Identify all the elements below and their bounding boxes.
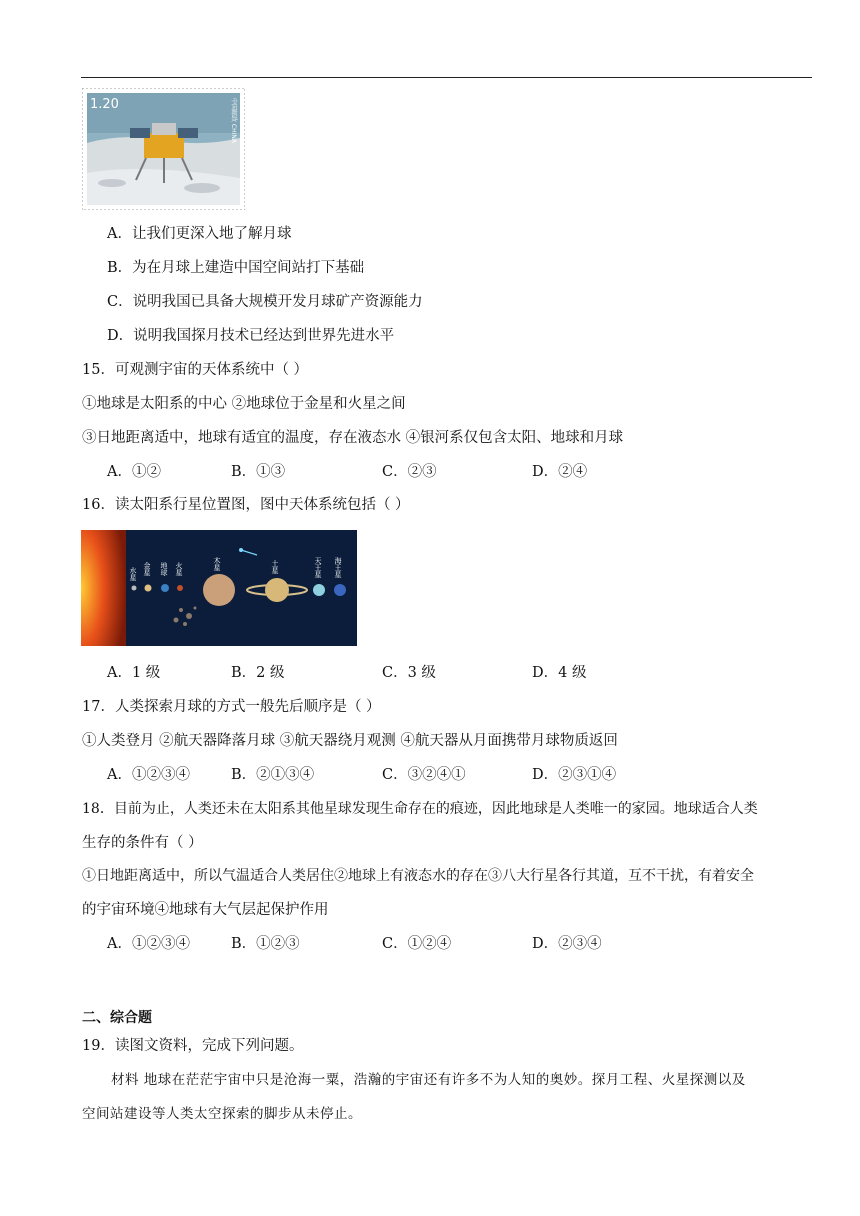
q18-option-c: C．①②④ (382, 936, 452, 952)
label-earth: 地球 (160, 562, 168, 576)
q17-option-a: A．①②③④ (107, 767, 190, 783)
lunar-lander-stamp-image (82, 88, 245, 210)
q17-stem: 17．人类探索月球的方式一般先后顺序是（ ） (82, 699, 381, 715)
q15-statement-2: ③日地距离适中，地球有适宜的温度，存在液态水 ④银河系仅包含太阳、地球和月球 (82, 430, 624, 446)
q19-material-line-1: 材料 地球在茫茫宇宙中只是沧海一粟，浩瀚的宇宙还有许多不为人知的奥妙。探月工程、火星探测以及 (111, 1072, 746, 1088)
q18-option-b: B．①②③ (231, 936, 300, 952)
q19-stem: 19．读图文资料，完成下列问题。 (82, 1038, 304, 1054)
q17-option-b: B．②①③④ (231, 767, 315, 783)
label-mars: 火星 (175, 562, 183, 576)
q16-stem: 16．读太阳系行星位置图，图中天体系统包括（ ） (82, 497, 410, 513)
q15-option-d: D．②④ (532, 464, 588, 480)
label-jupiter: 木星 (213, 557, 221, 571)
q18-statement-line-1: ①日地距离适中，所以气温适合人类居住②地球上有液态水的存在③八大行星各行其道，互不干扰，有着安全 (82, 868, 754, 884)
q16-option-c: C．3 级 (382, 665, 436, 681)
q15-option-c: C．②③ (382, 464, 437, 480)
q15-option-a: A．①② (107, 464, 161, 480)
q15-statement-1: ①地球是太阳系的中心 ②地球位于金星和火星之间 (82, 396, 406, 412)
q14-option-b: B．为在月球上建造中国空间站打下基础 (107, 260, 365, 276)
q17-option-c: C．③②④① (382, 767, 466, 783)
q18-stem-line-1: 18．目前为止，人类还未在太阳系其他星球发现生命存在的痕迹，因此地球是人类唯一的家园。地球适合人类 (82, 801, 758, 817)
label-mercury: 水星 (129, 567, 137, 581)
label-uranus: 天王星 (314, 557, 322, 578)
q18-option-d: D．②③④ (532, 936, 602, 952)
q18-stem-line-2: 生存的条件有（ ） (82, 835, 203, 851)
section-heading: 二、综合题 (82, 1010, 152, 1026)
label-venus: 金星 (143, 562, 151, 576)
solar-system-planets-image (81, 530, 357, 646)
label-saturn: 土星 (271, 560, 279, 574)
q19-material-line-2: 空间站建设等人类太空探索的脚步从未停止。 (82, 1106, 362, 1122)
q15-stem: 15．可观测宇宙的天体系统中（ ） (82, 362, 309, 378)
q14-option-d: D．说明我国探月技术已经达到世界先进水平 (107, 328, 395, 344)
label-neptune: 海王星 (334, 557, 342, 578)
q16-option-d: D．4 级 (532, 665, 587, 681)
q18-statement-line-2: 的宇宙环境④地球有大气层起保护作用 (82, 902, 329, 918)
q16-option-b: B．2 级 (231, 665, 285, 681)
q17-option-d: D．②③①④ (532, 767, 617, 783)
q18-option-a: A．①②③④ (107, 936, 190, 952)
q17-statement: ①人类登月 ②航天器降落月球 ③航天器绕月观测 ④航天器从月面携带月球物质返回 (82, 733, 618, 749)
q16-option-a: A．1 级 (107, 665, 161, 681)
q15-option-b: B．①③ (231, 464, 286, 480)
stamp-denomination: 1.20 (90, 97, 119, 112)
header-rule (81, 77, 812, 78)
q14-option-c: C．说明我国已具备大规模开发月球矿产资源能力 (107, 294, 423, 310)
q14-option-a: A．让我们更深入地了解月球 (107, 226, 292, 242)
stamp-country-text: 中国邮政 CHINA (230, 98, 237, 143)
